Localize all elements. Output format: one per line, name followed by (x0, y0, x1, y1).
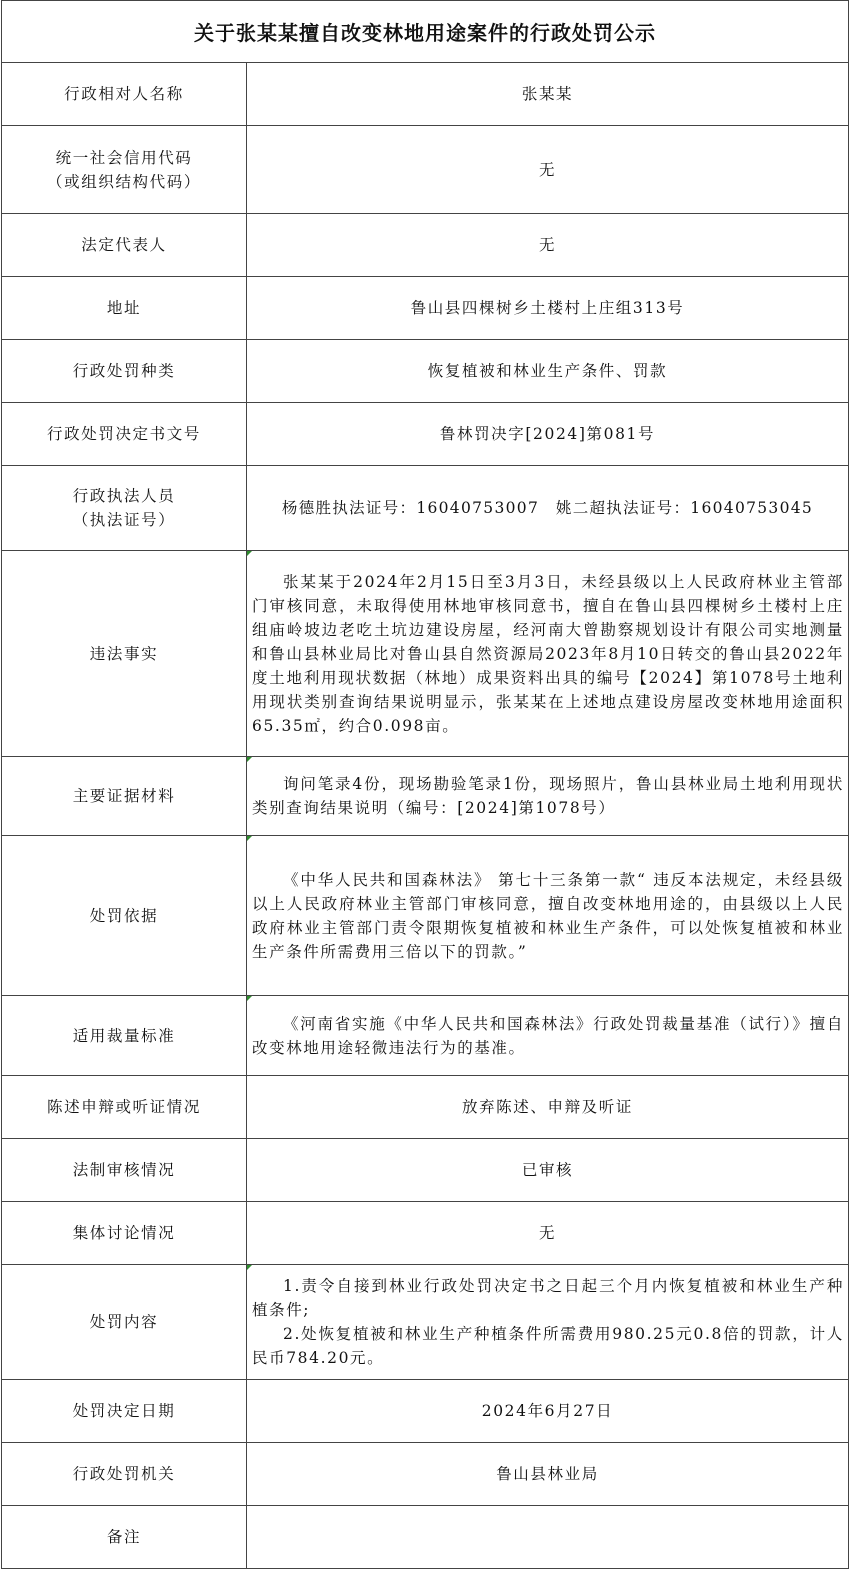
cell-marker (247, 1265, 252, 1270)
page-title: 关于张某某擅自改变林地用途案件的行政处罚公示 (1, 0, 849, 62)
document-page (1, 0, 849, 1569)
table-row (2, 214, 849, 277)
table-row (2, 466, 849, 551)
cell-marker (247, 996, 252, 1001)
table-row (2, 403, 849, 466)
row-label: 集体讨论情况 (2, 1202, 247, 1265)
row-value: 放弃陈述、申辩及听证 (247, 1076, 849, 1139)
table-row (2, 63, 849, 126)
row-label (2, 126, 247, 214)
row-label: 处罚依据 (2, 836, 247, 996)
row-label-line: 行政执法人员 (72, 487, 176, 505)
table-row (2, 757, 849, 836)
table-row (2, 836, 849, 996)
table-row (2, 126, 849, 214)
paragraph-text: 询问笔录4份，现场勘验笔录1份，现场照片，鲁山县林业局土地利用现状类别查询结果说明（编号：[2024]第1078号） (252, 775, 844, 817)
row-label: 备注 (2, 1506, 247, 1569)
row-label: 行政处罚种类 (2, 340, 247, 403)
row-label: 违法事实 (2, 551, 247, 757)
table-row (2, 340, 849, 403)
row-label-line: （或组织结构代码） (47, 172, 201, 191)
row-label: 行政相对人名称 (2, 63, 247, 126)
row-value: 鲁山县四棵树乡土楼村上庄组313号 (247, 277, 849, 340)
paragraph-text: 《河南省实施《中华人民共和国森林法》行政处罚裁量基准（试行）》擅自改变林地用途轻微违法行为的基准。 (252, 1014, 844, 1057)
row-value (247, 757, 849, 836)
table-row (2, 1202, 849, 1265)
row-label: 处罚决定日期 (2, 1380, 247, 1443)
row-label: 处罚内容 (2, 1265, 247, 1380)
row-label: 地址 (2, 277, 247, 340)
row-value: 张某某 (247, 63, 849, 126)
row-value (247, 1265, 849, 1380)
row-value: 无 (247, 126, 849, 214)
row-value (247, 1506, 849, 1569)
row-value: 无 (247, 1202, 849, 1265)
row-label-line: （执法证号） (72, 511, 176, 529)
table-row (2, 996, 849, 1076)
row-value: 2024年6月27日 (247, 1380, 849, 1443)
row-label (2, 466, 247, 551)
row-label: 行政处罚机关 (2, 1443, 247, 1506)
cell-marker (247, 757, 252, 762)
row-label: 主要证据材料 (2, 757, 247, 836)
row-label: 法制审核情况 (2, 1139, 247, 1202)
row-label: 陈述申辩或听证情况 (2, 1076, 247, 1139)
paragraph-text: 1.责令自接到林业行政处罚决定书之日起三个月内恢复植被和林业生产种植条件; (252, 1277, 844, 1319)
row-value (247, 551, 849, 757)
paragraph-text: 《中华人民共和国森林法》 第七十三条第一款“ 违反本法规定，未经县级以上人民政府林业主管部门审核同意，擅自改变林地用途的，由县级以上人民政府林业主管部门责令限期恢复植被和林业生产条件，可以处恢复植被和林业生产条件所需费用三倍以下的罚款。” (252, 870, 844, 961)
table-row (2, 277, 849, 340)
row-label: 适用裁量标准 (2, 996, 247, 1076)
table-row (2, 551, 849, 757)
row-value (247, 836, 849, 996)
paragraph-text: 张某某于2024年2月15日至3月3日，未经县级以上人民政府林业主管部门审核同意，未取得使用林地审核同意书，擅自在鲁山县四棵树乡土楼村上庄组庙岭坡边老吃土坑边建设房屋，经河南大曾勘察规划设计有限公司实地测量和鲁山县林业局比对鲁山县自然资源局2023年8月10日转交的鲁山县2022年度土地利用现状数据（林地）成果资料出具的编号【2024】第1078号土地利用现状类别查询结果说明显示，张某某在上述地点建设房屋改变林地用途面积65.35㎡，约合0.098亩。 (252, 572, 844, 735)
table-row (2, 1443, 849, 1506)
penalty-table (1, 62, 849, 1569)
table-row (2, 1139, 849, 1202)
row-value: 鲁山县林业局 (247, 1443, 849, 1506)
row-value: 已审核 (247, 1139, 849, 1202)
row-value: 杨德胜执法证号：16040753007 姚二超执法证号：16040753045 (247, 466, 849, 551)
row-value (247, 996, 849, 1076)
row-value: 无 (247, 214, 849, 277)
row-value: 鲁林罚决字[2024]第081号 (247, 403, 849, 466)
row-label-line: 统一社会信用代码 (55, 148, 193, 167)
paragraph-text: 2.处恢复植被和林业生产种植条件所需费用980.25元0.8倍的罚款，计人民币784.20元。 (252, 1325, 844, 1367)
cell-marker (247, 836, 252, 841)
table-row (2, 1265, 849, 1380)
table-row (2, 1506, 849, 1569)
row-label: 法定代表人 (2, 214, 247, 277)
row-label: 行政处罚决定书文号 (2, 403, 247, 466)
table-row (2, 1380, 849, 1443)
cell-marker (247, 551, 252, 556)
row-value: 恢复植被和林业生产条件、罚款 (247, 340, 849, 403)
table-row (2, 1076, 849, 1139)
